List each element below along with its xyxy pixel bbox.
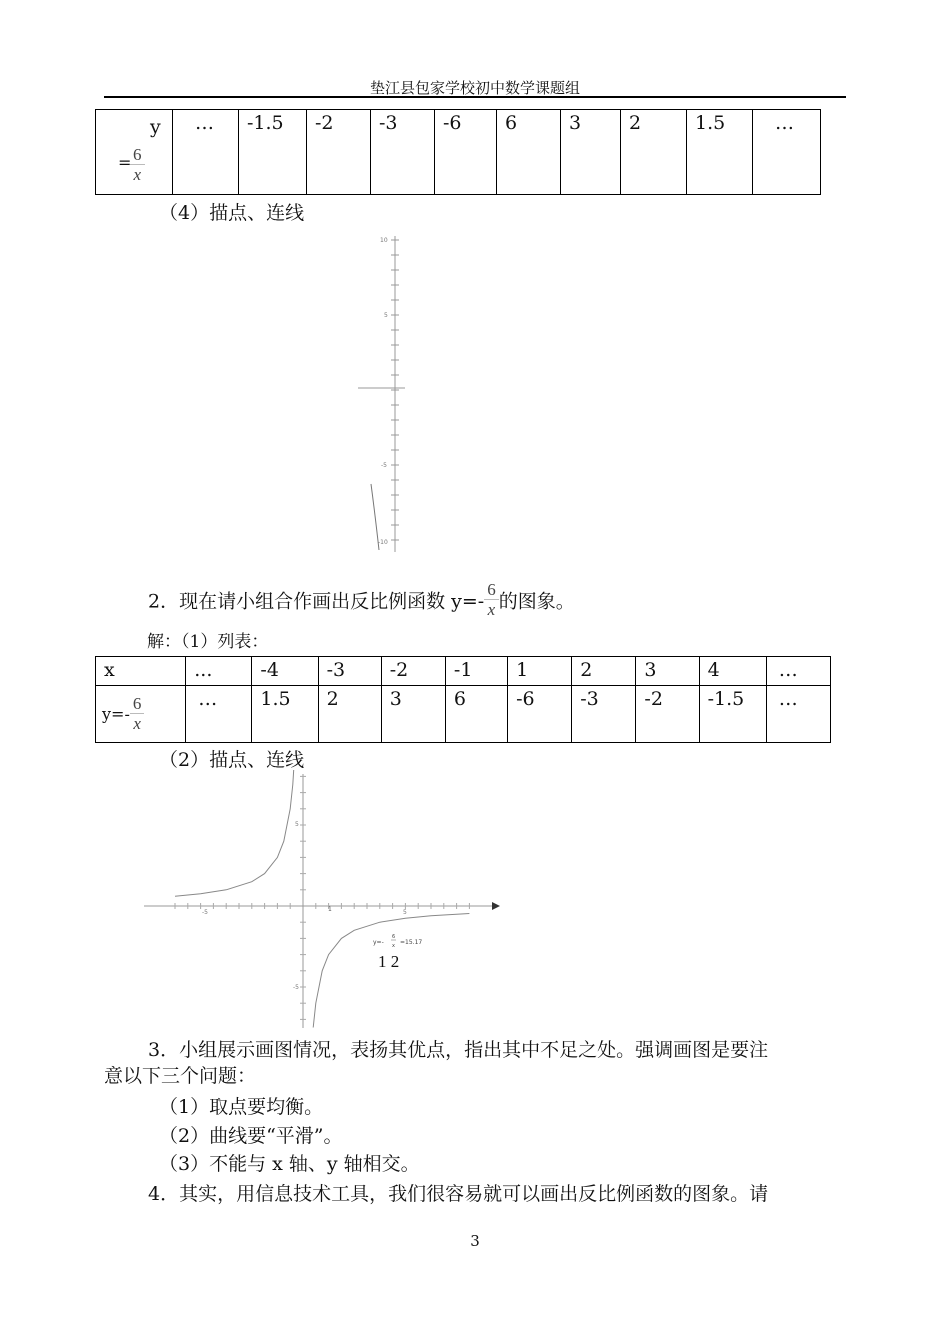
graph-1-axes: [350, 232, 420, 556]
svg-text:6: 6: [392, 934, 396, 940]
row-label-x: x: [96, 657, 186, 686]
table-cell: 6: [497, 110, 561, 195]
tick-label: -5: [293, 984, 299, 991]
table-cell: …: [766, 686, 830, 743]
label-y: y: [150, 116, 161, 138]
tick-label: 1: [328, 906, 332, 913]
table-cell: …: [186, 686, 252, 743]
table-cell: -2: [381, 657, 445, 686]
tick-label: 10: [380, 237, 388, 244]
table-cell: …: [753, 110, 821, 195]
curve-partial: [371, 484, 379, 550]
table-cell: -1.5: [239, 110, 307, 195]
values-table-continued: [95, 109, 821, 195]
step-2-heading: （2）描点、连线: [159, 749, 305, 771]
header-rule: [104, 96, 846, 98]
svg-text:=15.17: =15.17: [400, 939, 423, 946]
step-4-heading: （4）描点、连线: [159, 202, 305, 224]
table-cell: -6: [435, 110, 497, 195]
table-cell: 3: [636, 657, 699, 686]
item-3-point-1: （1）取点要均衡。: [159, 1096, 324, 1118]
table-cell: -3: [371, 110, 435, 195]
table-cell: -2: [636, 686, 699, 743]
item-3-line-1: 3．小组展示画图情况，表扬其优点，指出其中不足之处。强调画图是要注: [148, 1039, 769, 1061]
row-label-y: y=- $\frac{6}{x}$: [96, 686, 186, 743]
table-cell: 1.5: [687, 110, 753, 195]
formula-label: [373, 934, 422, 949]
item-3-line-2: 意以下三个问题：: [104, 1065, 257, 1087]
page-header-title: 垫江县包家学校初中数学课题组: [369, 79, 580, 97]
table-cell: …: [173, 110, 239, 195]
label-fraction: $\frac{6}{x}$: [130, 146, 145, 185]
table-cell: -2: [307, 110, 371, 195]
tick-label: 5: [403, 909, 407, 916]
page-number: 3: [470, 1232, 480, 1250]
table-cell: -3: [572, 686, 636, 743]
values-table-2: [95, 656, 831, 743]
item-3-point-3: （3）不能与 x 轴、y 轴相交。: [159, 1153, 420, 1175]
tick-label: 5: [295, 821, 299, 828]
table-cell: 3: [561, 110, 621, 195]
table-cell: 1.5: [252, 686, 318, 743]
solution-heading: 解：（1）列表：: [147, 632, 269, 652]
svg-text:x: x: [392, 943, 395, 949]
item-2: 2．现在请小组合作画出反比例函数 y=- $\frac{6}{x}$ 的图象。: [148, 580, 575, 619]
hyperbola-branch-second-quadrant: [175, 770, 295, 896]
x-axis-arrow-icon: [492, 902, 500, 910]
table-cell: 2: [572, 657, 636, 686]
table-cell: 3: [381, 686, 445, 743]
table-cell: -6: [508, 686, 572, 743]
tick-label: -5: [202, 909, 208, 916]
table-cell: ...: [186, 657, 252, 686]
tick-label: -5: [381, 462, 387, 469]
item-3-point-2: （2）曲线要“平滑”。: [159, 1125, 343, 1147]
table-cell: -3: [318, 657, 381, 686]
table-cell: 4: [699, 657, 766, 686]
table-cell: …: [766, 657, 830, 686]
table-cell: -1: [445, 657, 507, 686]
graph-2-hyperbola: [140, 770, 510, 1032]
tick-label: 5: [384, 312, 388, 319]
table-cell: 2: [318, 686, 381, 743]
table-cell: 1: [508, 657, 572, 686]
label-eq: =: [118, 153, 132, 172]
item-4: 4．其实，用信息技术工具，我们很容易就可以画出反比例函数的图象。请: [148, 1183, 769, 1205]
table-cell: -1.5: [699, 686, 766, 743]
table-cell: -4: [252, 657, 318, 686]
caption-text: 1 2: [378, 952, 400, 971]
svg-text:y=-: y=-: [373, 939, 384, 946]
table-row-label: [96, 110, 173, 195]
table-cell: 2: [621, 110, 687, 195]
table-cell: 6: [445, 686, 507, 743]
tick-label: -10: [378, 539, 388, 546]
